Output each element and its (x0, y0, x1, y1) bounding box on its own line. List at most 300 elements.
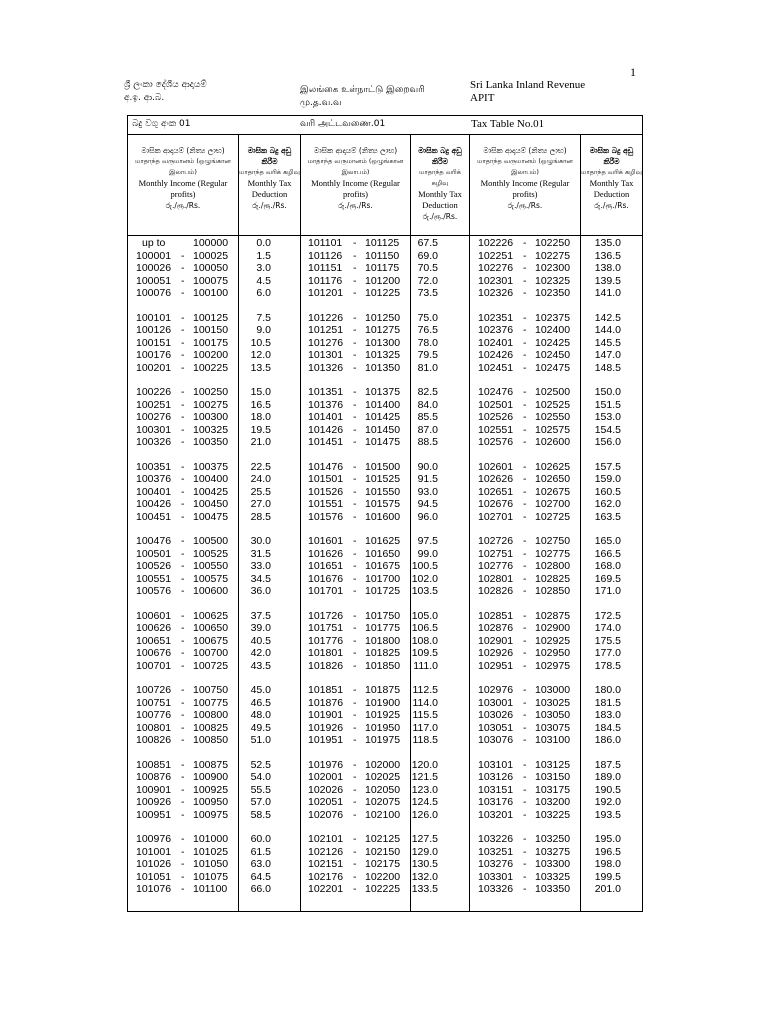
range-separator: - (353, 262, 357, 274)
range-separator: - (353, 585, 357, 597)
income-range: 103101 (478, 758, 514, 771)
tax-header-en: Monthly Tax Deduction (418, 189, 462, 210)
currency-label: රු./ரூ./Rs. (507, 201, 543, 210)
income-range: 101426 (308, 423, 344, 436)
tax-value: 181.5 (594, 696, 621, 709)
income-range-to: 100075 (193, 274, 229, 287)
range-separator: - (353, 696, 357, 709)
income-range: 100176 (136, 349, 172, 361)
tax-value: 10.5 (250, 336, 271, 349)
income-range: 101751 (308, 622, 344, 634)
income-range: 101776 (308, 634, 344, 647)
income-range: 101101 (308, 237, 343, 249)
range-separator: - (523, 262, 527, 274)
tax-value: 93.0 (417, 485, 438, 498)
range-separator: - (523, 783, 527, 796)
tax-value: 120.0 (411, 758, 438, 771)
tax-header-ta: மாதாந்த வரிக் கழிவு (581, 168, 642, 176)
income-range-to: 103225 (535, 808, 571, 821)
tax-value: 193.5 (594, 808, 621, 821)
income-range: 100726 (136, 684, 172, 696)
title-sinhala: බදු වගු අංක 01 (132, 119, 191, 129)
tax-value: 69.0 (417, 249, 438, 262)
header-english-line2: APIT (470, 92, 495, 104)
tax-value: 18.0 (250, 411, 271, 423)
tax-value: 201.0 (594, 883, 621, 895)
income-range: 100576 (136, 585, 172, 597)
income-range: 101851 (308, 684, 344, 696)
income-range: 100751 (136, 696, 172, 709)
income-range-to: 100025 (193, 249, 229, 262)
range-separator: - (181, 833, 185, 845)
income-range: 101726 (308, 609, 344, 622)
range-separator: - (181, 870, 185, 883)
header-sinhala-line1: ශ්‍රී ලංකා දේශීය ආදායම් (124, 80, 207, 90)
tax-value: 55.5 (250, 783, 271, 796)
range-separator: - (523, 287, 527, 299)
income-range: 102301 (478, 274, 514, 287)
income-range: 101401 (308, 411, 344, 423)
currency-label: රු./ரூ./Rs. (594, 201, 629, 210)
range-separator: - (181, 758, 185, 771)
column-header-row (128, 135, 642, 236)
income-range-to: 101425 (365, 411, 401, 423)
income-range: 100101 (136, 311, 172, 324)
income-range: 101126 (308, 249, 343, 262)
income-range-to: 101925 (365, 709, 401, 721)
tax-value: 187.5 (594, 758, 621, 771)
income-range: 100551 (136, 572, 172, 585)
tax-value: 81.0 (417, 361, 438, 374)
income-range: 100876 (136, 771, 172, 783)
range-separator: - (181, 287, 185, 299)
income-range-to: 102150 (365, 845, 401, 858)
tax-value: 169.5 (594, 572, 621, 585)
income-range: 101826 (308, 659, 344, 672)
tax-value: 91.5 (417, 473, 438, 485)
tax-value: 16.5 (250, 398, 271, 411)
tax-value: 64.5 (250, 870, 271, 883)
income-range: 100801 (136, 721, 172, 734)
income-range-to: 101550 (365, 485, 401, 498)
income-range: 100401 (136, 485, 172, 498)
income-header-si: මාසික ආදායම් (නිත්‍ය ලාභ) (141, 146, 225, 155)
income-range-to: 101100 (193, 883, 228, 895)
tax-value: 186.0 (594, 734, 621, 746)
income-range-to: 100975 (193, 808, 229, 821)
income-range: 102251 (478, 249, 514, 262)
tax-value: 102.0 (411, 572, 438, 585)
tax-value: 37.5 (250, 609, 271, 622)
range-separator: - (181, 460, 185, 473)
tax-value: 127.5 (411, 833, 438, 845)
page-number: 1 (630, 65, 636, 79)
income-range-to: 101000 (193, 833, 229, 845)
income-range: 100826 (136, 734, 172, 746)
income-range: 100951 (136, 808, 172, 821)
income-range: 101351 (308, 386, 344, 398)
range-separator: - (523, 237, 527, 249)
tax-value: 156.0 (594, 436, 621, 448)
range-separator: - (181, 423, 185, 436)
income-range-to: 102200 (365, 870, 401, 883)
range-separator: - (523, 609, 527, 622)
range-separator: - (353, 845, 357, 858)
range-separator: - (523, 572, 527, 585)
income-range: 102151 (308, 858, 344, 870)
tax-value: 148.5 (594, 361, 621, 374)
income-range: 100251 (136, 398, 172, 411)
tax-header-ta: மாதாந்த வரிக் கழிவு (239, 168, 300, 176)
income-range-to: 102900 (535, 622, 571, 634)
tax-value: 138.0 (594, 262, 621, 274)
income-range-to: 101850 (365, 659, 401, 672)
income-range: 101001 (136, 845, 172, 858)
income-range: 102276 (478, 262, 514, 274)
income-range-to: 102175 (365, 858, 401, 870)
income-range-to: 102675 (535, 485, 571, 498)
range-separator: - (353, 771, 357, 783)
income-range-to: 101875 (365, 684, 401, 696)
income-range-to: 101600 (365, 510, 401, 523)
income-range: 102076 (308, 808, 344, 821)
tax-value: 46.5 (250, 696, 271, 709)
income-range: 102326 (478, 287, 514, 299)
tax-value: 150.0 (594, 386, 621, 398)
range-separator: - (523, 796, 527, 808)
range-separator: - (523, 833, 527, 845)
tax-value: 165.0 (594, 535, 621, 547)
income-range-to: 100725 (193, 659, 229, 672)
tax-value: 19.5 (250, 423, 271, 436)
income-range-to: 103175 (535, 783, 571, 796)
tax-value: 15.0 (250, 386, 271, 398)
income-range: 100201 (136, 361, 172, 374)
tax-header-en: Monthly Tax Deduction (589, 178, 634, 199)
tax-value: 45.0 (250, 684, 271, 696)
income-range-to: 102375 (535, 311, 571, 324)
income-range-to: 100000 (193, 237, 229, 249)
tax-header-en: Monthly Tax Deduction (247, 178, 292, 199)
income-range: 101876 (308, 696, 344, 709)
income-range-to: 102050 (365, 783, 401, 796)
range-separator: - (353, 485, 357, 498)
tax-value: 12.0 (250, 349, 271, 361)
income-range: 100851 (136, 758, 172, 771)
range-separator: - (181, 510, 185, 523)
range-separator: - (181, 249, 185, 262)
tax-value: 160.5 (594, 485, 621, 498)
income-range-to: 101075 (193, 870, 229, 883)
income-range-to: 101025 (193, 845, 229, 858)
income-range: 102726 (478, 535, 514, 547)
tax-value: 184.5 (594, 721, 621, 734)
income-range-to: 102975 (535, 659, 571, 672)
income-range: 101451 (308, 436, 344, 448)
range-separator: - (181, 473, 185, 485)
income-range: 102976 (478, 684, 514, 696)
range-separator: - (353, 423, 357, 436)
tax-value: 9.0 (256, 324, 271, 336)
range-separator: - (353, 436, 357, 448)
income-range-to: 100325 (193, 423, 229, 436)
income-range-to: 100700 (193, 647, 229, 659)
range-separator: - (523, 858, 527, 870)
income-range: 100126 (136, 324, 172, 336)
income-range-to: 100425 (193, 485, 229, 498)
income-range-to: 102275 (535, 249, 571, 262)
range-separator: - (181, 572, 185, 585)
income-range: 102551 (478, 423, 514, 436)
income-range-to: 100100 (193, 287, 229, 299)
tax-value: 88.5 (417, 436, 438, 448)
tax-value: 111.0 (413, 659, 438, 672)
income-range-to: 103275 (535, 845, 571, 858)
income-range-to: 101750 (365, 609, 401, 622)
tax-value: 27.0 (250, 498, 271, 510)
tax-value: 109.5 (411, 647, 438, 659)
tax-value: 75.0 (417, 311, 438, 324)
income-range-to: 102775 (535, 547, 571, 560)
income-range-to: 101675 (365, 560, 401, 572)
income-range-to: 102575 (535, 423, 571, 436)
tax-value: 135.0 (594, 237, 621, 249)
range-separator: - (353, 498, 357, 510)
range-separator: - (353, 287, 357, 299)
income-range: 102926 (478, 647, 514, 659)
tax-value: 157.5 (594, 460, 621, 473)
range-separator: - (523, 324, 527, 336)
range-separator: - (523, 647, 527, 659)
income-range: 101651 (308, 560, 344, 572)
income-range-to: 100675 (193, 634, 229, 647)
income-range-to: 102875 (535, 609, 571, 622)
income-range-to: 100925 (193, 783, 229, 796)
tax-value: 103.5 (411, 585, 438, 597)
income-range: 102026 (308, 783, 344, 796)
range-separator: - (181, 709, 185, 721)
range-separator: - (353, 858, 357, 870)
income-range-to: 102725 (535, 510, 571, 523)
income-range: 102426 (478, 349, 514, 361)
range-separator: - (181, 398, 185, 411)
tax-value: 48.0 (250, 709, 271, 721)
income-range-to: 100275 (193, 398, 229, 411)
income-range-to: 101350 (365, 361, 401, 374)
income-range-to: 102025 (365, 771, 401, 783)
income-range: 101326 (308, 361, 344, 374)
tax-value: 28.5 (250, 510, 271, 523)
header-english (470, 79, 585, 105)
income-range-to: 100050 (193, 262, 229, 274)
range-separator: - (353, 833, 357, 845)
income-range-to: 102075 (365, 796, 401, 808)
income-range-to: 100225 (193, 361, 229, 374)
income-range-to: 103050 (535, 709, 571, 721)
income-range-to: 103325 (535, 870, 571, 883)
tax-value: 72.0 (417, 274, 438, 287)
range-separator: - (353, 622, 357, 634)
income-range-to: 101525 (365, 473, 401, 485)
income-range: 100601 (136, 609, 172, 622)
income-range-to: 102100 (365, 808, 401, 821)
header-sinhala-line2: අ.ඉ. ආ.බ. (124, 93, 165, 103)
income-range: 102576 (478, 436, 514, 448)
range-separator: - (353, 460, 357, 473)
range-separator: - (353, 361, 357, 374)
tax-value: 112.5 (412, 684, 438, 696)
income-range: 102951 (478, 659, 514, 672)
income-range: 101701 (308, 585, 344, 597)
tax-value: 13.5 (250, 361, 271, 374)
tax-value: 154.5 (594, 423, 621, 436)
tax-value: 31.5 (250, 547, 271, 560)
tax-value: 54.0 (250, 771, 271, 783)
tax-value: 159.0 (594, 473, 621, 485)
range-separator: - (181, 883, 185, 895)
income-range: 102526 (478, 411, 514, 423)
income-range: 102451 (478, 361, 514, 374)
tax-value: 121.5 (411, 771, 438, 783)
range-separator: - (523, 398, 527, 411)
tax-value: 139.5 (594, 274, 621, 287)
income-range: 100151 (136, 336, 172, 349)
tax-value: 171.0 (594, 585, 621, 597)
range-separator: - (353, 510, 357, 523)
income-range-to: 102450 (535, 349, 571, 361)
tax-value: 4.5 (256, 274, 271, 287)
range-separator: - (523, 423, 527, 436)
income-range-to: 100625 (193, 609, 229, 622)
income-range: 100426 (136, 498, 172, 510)
income-range: 103301 (478, 870, 514, 883)
range-separator: - (523, 411, 527, 423)
range-separator: - (181, 783, 185, 796)
income-range-to: 100450 (193, 498, 229, 510)
tax-value: 190.5 (594, 783, 621, 796)
currency-label: රු./ரூ./Rs. (165, 201, 201, 210)
tax-header-si: මාසික බදු අඩු කිරීම (247, 146, 292, 166)
income-range: 103051 (478, 721, 514, 734)
income-range-to: 100550 (193, 560, 229, 572)
income-range-to: 102500 (535, 386, 571, 398)
income-range-to: 101125 (365, 237, 400, 249)
range-separator: - (523, 386, 527, 398)
tax-value: 199.5 (594, 870, 621, 883)
income-range-to: 102925 (535, 634, 571, 647)
income-range-to: 102325 (535, 274, 571, 287)
tax-value: 106.5 (411, 622, 438, 634)
income-range: 102001 (308, 771, 344, 783)
tax-value: 3.0 (256, 262, 271, 274)
income-range: 102601 (478, 460, 514, 473)
range-separator: - (523, 883, 527, 895)
tax-value: 192.0 (594, 796, 621, 808)
range-separator: - (523, 684, 527, 696)
income-range: 102776 (478, 560, 514, 572)
tax-value: 172.5 (594, 609, 621, 622)
tax-value: 118.5 (412, 734, 438, 746)
income-header-ta: மாதாந்த வருமானம் (ஒழுங்கான இலாபம்) (307, 157, 404, 176)
range-separator: - (181, 411, 185, 423)
income-header-si: මාසික ආදායම් (නිත්‍ය ලාභ) (483, 146, 567, 155)
tax-value: 96.0 (417, 510, 438, 523)
range-separator: - (181, 311, 185, 324)
income-range: 103001 (478, 696, 514, 709)
income-range-to: 102850 (535, 585, 571, 597)
tax-header-ta: மாதாந்த வரிக் கழிவு (419, 168, 461, 187)
header-english-line1: Sri Lanka Inland Revenue (470, 79, 586, 91)
income-range: 101526 (308, 485, 344, 498)
income-range: 102901 (478, 634, 514, 647)
income-range-to: 101050 (193, 858, 229, 870)
income-range: 102701 (478, 510, 514, 523)
income-range: 102351 (478, 311, 514, 324)
currency-label: රු./ரூ./Rs. (338, 201, 373, 210)
title-tamil: வரி அட்டவணை.01 (300, 119, 386, 129)
income-range: 101551 (308, 498, 344, 510)
income-range: 102176 (308, 870, 344, 883)
income-range: 100376 (136, 473, 172, 485)
range-separator: - (181, 361, 185, 374)
income-range-to: 101175 (365, 262, 400, 274)
range-separator: - (523, 436, 527, 448)
range-separator: - (523, 696, 527, 709)
range-separator: - (181, 858, 185, 870)
tax-value: 133.5 (411, 883, 438, 895)
tax-value: 49.5 (250, 721, 271, 734)
income-range-to: 102125 (365, 833, 401, 845)
tax-value: 22.5 (250, 460, 271, 473)
tax-value: 84.0 (417, 398, 438, 411)
income-range: 101226 (308, 311, 344, 324)
range-separator: - (523, 249, 527, 262)
income-range-to: 101275 (365, 324, 401, 336)
income-range-to: 103250 (535, 833, 571, 845)
range-separator: - (353, 684, 357, 696)
range-separator: - (523, 535, 527, 547)
income-range: 102501 (478, 398, 514, 411)
range-separator: - (181, 647, 185, 659)
income-header-si: මාසික ආදායම් (නිත්‍ය ලාභ) (313, 146, 398, 155)
income-range-to: 102000 (365, 758, 401, 771)
income-range-to: 100525 (193, 547, 229, 560)
income-range-to: 103075 (535, 721, 571, 734)
income-range-to: 101450 (365, 423, 401, 436)
income-range: 103276 (478, 858, 514, 870)
range-separator: - (181, 796, 185, 808)
tax-value: 76.5 (417, 324, 438, 336)
income-range: 102876 (478, 622, 514, 634)
income-range-to: 102550 (535, 411, 571, 423)
tax-header-si: මාසික බදු අඩු කිරීම (418, 146, 462, 166)
range-separator: - (353, 324, 357, 336)
tax-value: 73.5 (417, 287, 438, 299)
range-separator: - (181, 324, 185, 336)
income-range-to: 103125 (535, 758, 571, 771)
range-separator: - (353, 647, 357, 659)
range-separator: - (181, 609, 185, 622)
income-range: 101476 (308, 460, 344, 473)
range-separator: - (523, 709, 527, 721)
income-range-to: 102475 (535, 361, 571, 374)
range-separator: - (353, 311, 357, 324)
range-separator: - (181, 634, 185, 647)
income-range: 103176 (478, 796, 514, 808)
income-range: 103076 (478, 734, 514, 746)
tax-value: 114.0 (412, 696, 438, 709)
tax-value: 163.5 (594, 510, 621, 523)
